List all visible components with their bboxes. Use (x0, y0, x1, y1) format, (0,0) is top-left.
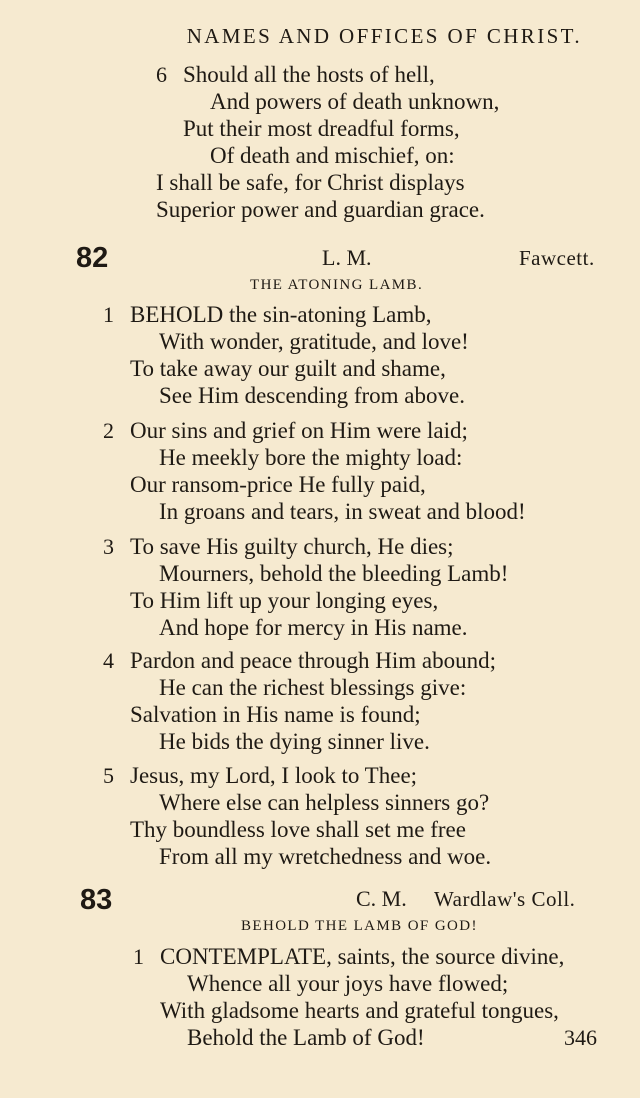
verse-line: Pardon and peace through Him abound; (130, 648, 496, 673)
verse-line: Where else can helpless sinners go? (159, 790, 490, 815)
hymn-meter: C. M. (356, 886, 407, 911)
verse-line: Should all the hosts of hell, (183, 62, 435, 87)
hymn-meter: L. M. (322, 245, 372, 270)
verse-line: To take away our guilt and shame, (130, 356, 446, 381)
hymn-title: THE ATONING LAMB. (250, 277, 424, 293)
verse-line: With gladsome hearts and grateful tongues, (160, 998, 559, 1023)
verse-line: BEHOLD the sin-atoning Lamb, (130, 302, 432, 327)
verse-line: Our ransom-price He fully paid, (130, 472, 426, 497)
verse-line: He bids the dying sinner live. (159, 729, 430, 754)
verse-line: Put their most dreadful forms, (183, 116, 460, 141)
verse-line: And powers of death unknown, (210, 89, 500, 114)
verse-line: He can the richest blessings give: (159, 675, 467, 700)
verse-line: Behold the Lamb of God! (187, 1025, 425, 1050)
verse-line: Salvation in His name is found; (130, 702, 421, 727)
verse-number: 2 (103, 418, 114, 443)
verse-line: In groans and tears, in sweat and blood! (159, 499, 526, 524)
verse-line: I shall be safe, for Christ displays (156, 170, 465, 195)
hymn-author: Fawcett. (519, 246, 595, 270)
verse-line: Mourners, behold the bleeding Lamb! (159, 561, 509, 586)
verse-line: To Him lift up your longing eyes, (130, 588, 439, 613)
running-head: NAMES AND OFFICES OF CHRIST. (186, 24, 582, 48)
hymn-number: 83 (80, 884, 113, 916)
verse-number: 6 (156, 62, 167, 87)
hymn-author: Wardlaw's Coll. (434, 887, 576, 911)
verse-line: Jesus, my Lord, I look to Thee; (130, 763, 418, 788)
verse-line: See Him descending from above. (159, 383, 465, 408)
verse-line: Thy boundless love shall set me free (130, 817, 466, 842)
verse-line: Whence all your joys have flowed; (187, 971, 509, 996)
verse-line: From all my wretchedness and woe. (159, 844, 492, 869)
verse-line: To save His guilty church, He dies; (130, 534, 454, 559)
verse-line: He meekly bore the mighty load: (159, 445, 463, 470)
verse-number: 5 (103, 763, 114, 788)
verse-number: 1 (103, 302, 114, 327)
verse-number: 4 (103, 648, 114, 673)
verse-number: 3 (103, 534, 114, 559)
verse-line: With wonder, gratitude, and love! (159, 329, 469, 354)
verse-line: Superior power and guardian grace. (156, 197, 485, 222)
verse-number: 1 (133, 944, 144, 969)
hymn-title: BEHOLD THE LAMB OF GOD! (241, 918, 478, 934)
hymn-number: 82 (76, 242, 109, 274)
verse-line: Our sins and grief on Him were laid; (130, 418, 468, 443)
verse-line: Of death and mischief, on: (210, 143, 455, 168)
page-number: 346 (564, 1025, 597, 1050)
verse-line: CONTEMPLATE, saints, the source divine, (160, 944, 565, 969)
verse-line: And hope for mercy in His name. (159, 615, 468, 640)
